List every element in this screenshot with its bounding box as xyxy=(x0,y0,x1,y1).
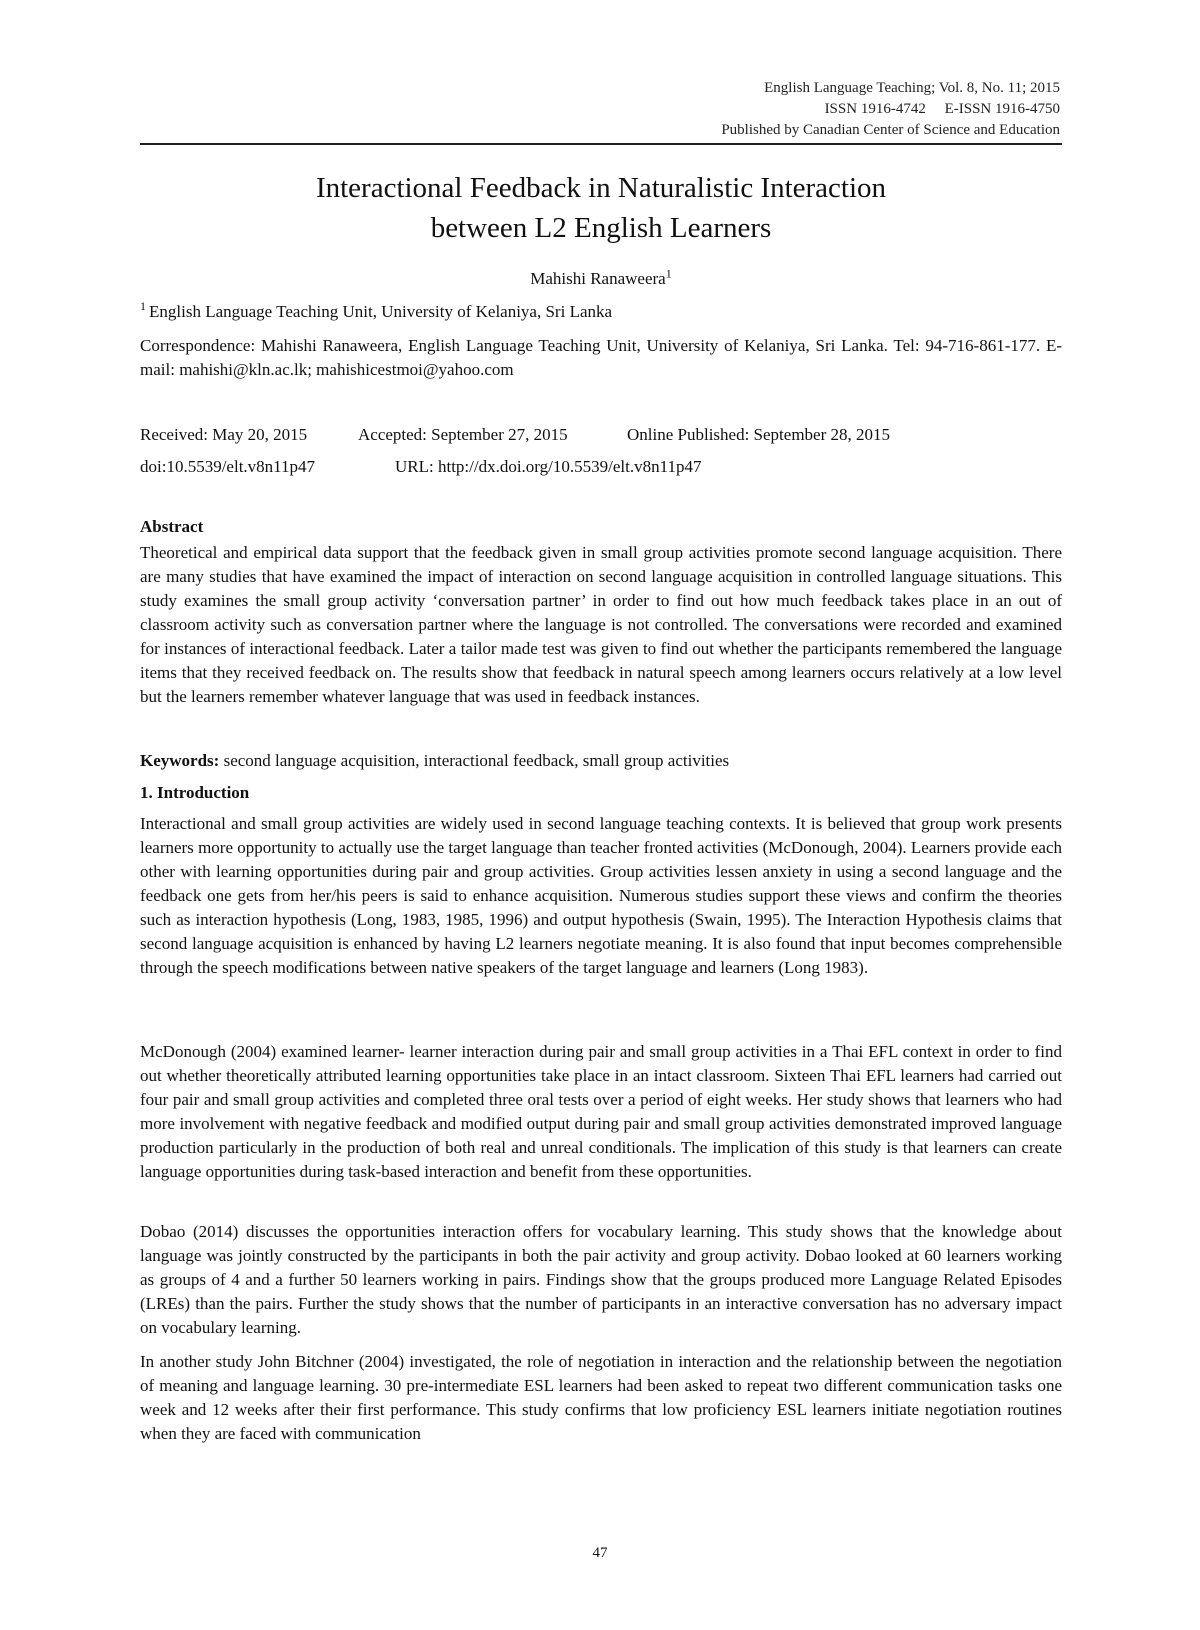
header-divider xyxy=(140,143,1062,145)
introduction-heading: 1. Introduction xyxy=(140,783,250,802)
abstract-heading: Abstract xyxy=(140,517,204,536)
keywords-label: Keywords: xyxy=(140,751,220,770)
page-number: 47 xyxy=(592,1545,608,1561)
publisher-line: Published by Canadian Center of Science and Education xyxy=(721,122,1060,138)
doi: doi:10.5539/elt.v8n11p47 xyxy=(140,457,316,476)
intro-paragraph-1 xyxy=(140,812,1062,980)
affiliation-line xyxy=(140,300,1062,324)
author-line xyxy=(140,267,1062,291)
received-date: Received: May 20, 2015 xyxy=(140,425,308,444)
author-superscript: 1 xyxy=(665,266,672,281)
correspondence: Correspondence: Mahishi Ranaweera, English Language Teaching Unit, University of Kelaniya, Sri Lanka. Tel: 94-716-861-177. E-mail: mahishi@kln.ac.lk; mahishicestmoi@yahoo.com xyxy=(140,336,1062,379)
intro-paragraph-4 xyxy=(140,1350,1062,1446)
paragraph-text: In another study John Bitchner (2004) investigated, the role of negotiation in interaction and the relationship between the negotiation of meaning and language learning. 30 pre-intermediate ESL learners had been asked to repeat two different communication tasks one week and 12 weeks after their first performance. This study confirms that low proficiency ESL learners initiate negotiation routines when they are faced with communication xyxy=(140,1352,1062,1443)
intro-paragraph-3 xyxy=(140,1220,1062,1340)
paragraph-text: Dobao (2014) discusses the opportunities interaction offers for vocabulary learning. This study shows that the knowledge about language was jointly constructed by the participants in both the pair activity and group activity. Dobao looked at 60 learners working as groups of 4 and a further 50 learners working in pairs. Findings show that the groups produced more Language Related Episodes (LREs) than the pairs. Further the study shows that the number of participants in an interactive conversation has no adversary impact on vocabulary learning. xyxy=(140,1222,1062,1337)
title-line-1: Interactional Feedback in Naturalistic Interaction xyxy=(315,172,887,204)
keywords-list: second language acquisition, interactional feedback, small group activities xyxy=(219,751,730,770)
intro-paragraph-2 xyxy=(140,1040,1062,1184)
abstract-text xyxy=(140,541,1062,709)
running-header xyxy=(721,78,1060,141)
published-date: Online Published: September 28, 2015 xyxy=(627,425,891,444)
article-title xyxy=(140,168,1062,248)
paragraph-text: McDonough (2004) examined learner- learner interaction during pair and small group activities in a Thai EFL context in order to find out whether theoretically attributed learning opportunities take place in an intact classroom. Sixteen Thai EFL learners had carried out four pair and small group activities and completed three oral tests over a period of eight weeks. Her study shows that learners who had more involvement with negative feedback and modified output during pair and small group activities demonstrated improved language production particularly in the production of both real and unreal conditionals. The implication of this study is that learners can create language opportunities during task-based interaction and benefit from these opportunities. xyxy=(140,1042,1062,1181)
abstract-paragraph: Theoretical and empirical data support that the feedback given in small group activities promote second language acquisition. There are many studies that have examined the impact of interaction on second language acquisition in controlled language situations. This study examines the small group activity ‘conversation partner’ in order to find out how much feedback takes place in an out of classroom activity such as conversation partner where the language is not controlled. The conversations were recorded and examined for instances of interactional feedback. Later a tailor made test was given to find out whether the participants remembered the language items that they received feedback on. The results show that feedback in natural speech among learners occurs relatively at a low level but the learners remember whatever language that was used in feedback instances. xyxy=(140,543,1062,706)
accepted-date: Accepted: September 27, 2015 xyxy=(358,425,568,444)
issn-line: ISSN 1916-4742 E-ISSN 1916-4750 xyxy=(824,101,1060,117)
affiliation-superscript: 1 xyxy=(140,299,146,314)
keywords-line xyxy=(140,749,1062,773)
affiliation-text: English Language Teaching Unit, University of Kelaniya, Sri Lanka xyxy=(149,302,613,321)
author-name: Mahishi Ranaweera xyxy=(530,269,666,288)
doi-url: URL: http://dx.doi.org/10.5539/elt.v8n11p47 xyxy=(395,457,702,476)
journal-line: English Language Teaching; Vol. 8, No. 11; 2015 xyxy=(764,80,1060,96)
title-line-2: between L2 English Learners xyxy=(430,212,772,244)
paragraph-text: Interactional and small group activities are widely used in second language teaching contexts. It is believed that group work presents learners more opportunity to actually use the target language than teacher fronted activities (McDonough, 2004). Learners provide each other with learning opportunities during pair and group activities. Group activities lessen anxiety in using a second language and the feedback one gets from her/his peers is said to enhance acquisition. Numerous studies support these views and confirm the theories such as interaction hypothesis (Long, 1983, 1985, 1996) and output hypothesis (Swain, 1995). The Interaction Hypothesis claims that second language acquisition is enhanced by having L2 learners negotiate meaning. It is also found that input becomes comprehensible through the speech modifications between native speakers of the target language and learners (Long 1983). xyxy=(140,814,1062,977)
